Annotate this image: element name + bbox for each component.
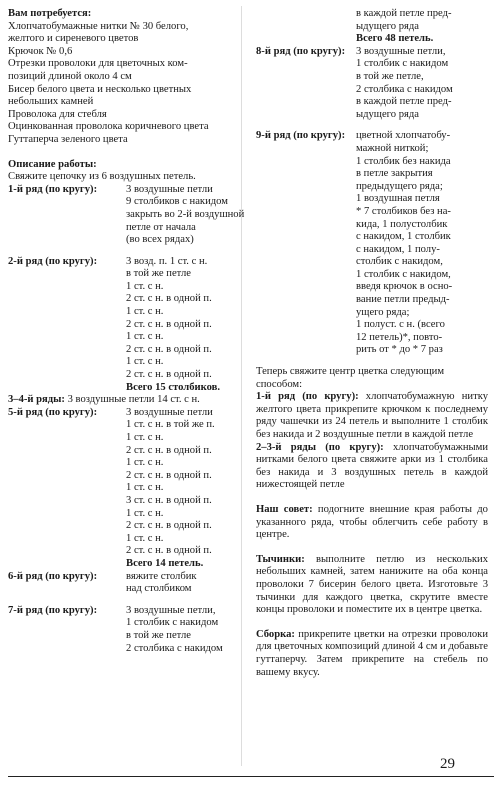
advice-paragraph xyxy=(256,504,488,542)
row-7 xyxy=(8,605,236,655)
continued-row-7 xyxy=(256,8,488,46)
row-line: вяжите столбик xyxy=(126,570,197,582)
center-intro-line: способом: xyxy=(256,378,303,390)
row-label: 6-й ряд (по кругу): xyxy=(8,570,98,582)
page-number: 29 xyxy=(440,756,455,772)
row-line: 1 ст. с н. xyxy=(126,482,164,494)
row-line: 1 воздушная петля xyxy=(356,193,440,205)
row-line: вание петли предыд- xyxy=(356,294,450,306)
row-line: (во всех рядах) xyxy=(126,234,194,246)
materials-line: желтого и сиреневого цветов xyxy=(8,33,139,45)
row-line: 3 воздушные петли xyxy=(126,406,213,418)
row-line: 1 ст. с н. xyxy=(126,306,164,318)
materials-line: Отрезки проволоки для цветочных ком- xyxy=(8,58,188,70)
row-line: ыдущего ряда xyxy=(356,20,419,32)
row-instructions xyxy=(126,605,236,655)
row-text: хлопчатобумажную нитку желтого цвета прикрепите крючком к последнему ряду чашечки из 24 петель и выполните 1 столбик без накида и 2 воздушные петли в каждой петле xyxy=(256,391,488,440)
row-line: * 7 столбиков без на- xyxy=(356,205,451,217)
row-label: 8-й ряд (по кругу): xyxy=(256,45,346,57)
row-instructions xyxy=(126,256,236,395)
row-instructions xyxy=(356,130,488,357)
advice-text: подогните внешние края работы до указанного ряда, чтобы облегчить себе работу в центре. xyxy=(256,503,488,541)
stamens-label: Тычинки: xyxy=(256,553,305,565)
row-line: в каждой петле пред- xyxy=(356,8,452,19)
row-2 xyxy=(8,256,236,395)
row-line: в той же петле xyxy=(126,629,192,641)
row-line: 9 столбиков с накидом xyxy=(126,196,228,208)
row-line: рить от * до * 7 раз xyxy=(356,344,443,356)
row-1 xyxy=(8,183,245,247)
row-line: 2 ст. с н. в одной п. xyxy=(126,318,212,330)
row-line: 2 ст. с н. в одной п. xyxy=(126,369,212,381)
assembly-text: прикрепите цветки на отрезки проволоки для цветочных композиций длиной 4 см и добавьте гуттаперчу. Затем прикрепите на стебель по вашему вкусу. xyxy=(256,628,488,678)
materials-line: Крючок № 0,6 xyxy=(8,45,73,57)
row-label: 1-й ряд (по кругу): xyxy=(256,391,359,403)
row-label: 5-й ряд (по кругу): xyxy=(8,406,98,418)
column-divider xyxy=(241,6,242,766)
row-line: в каждой петле пред- xyxy=(356,96,452,108)
row-line: 1 полуст. с н. (всего xyxy=(356,319,445,331)
description-heading: Описание работы: xyxy=(8,158,97,170)
materials-line: позиций длиной около 4 см xyxy=(8,70,132,82)
total-14: Всего 14 петель. xyxy=(126,557,204,569)
left-column xyxy=(8,8,245,655)
row-line: в той же петле, xyxy=(356,70,424,82)
row-line: 2 столбика с накидом xyxy=(356,83,453,95)
row-line: 1 ст. с н. в той же п. xyxy=(126,419,215,431)
row-line: кида, 1 полустолбик xyxy=(356,218,448,230)
row-instructions xyxy=(126,184,244,247)
materials-list xyxy=(8,21,236,147)
row-line: в петле закрытия xyxy=(356,168,433,180)
row-instructions xyxy=(126,571,236,596)
row-line: 2 ст. с н. в одной п. xyxy=(126,293,212,305)
row-line: 3 воздушные петли, xyxy=(126,604,216,616)
row-label: 9-й ряд (по кругу): xyxy=(256,130,346,142)
materials-line: Проволока для стебля xyxy=(8,108,107,120)
materials-line: Оцинкованная проволока коричневого цвета xyxy=(8,121,209,133)
row-8 xyxy=(256,46,488,122)
total-15: Всего 15 столбиков. xyxy=(126,381,220,393)
row-line: 1 столбик без накида xyxy=(356,155,451,167)
row-9 xyxy=(256,130,488,357)
row-line: введя крючок в осно- xyxy=(356,281,453,293)
row-line: с накидом, 1 столбик xyxy=(356,231,451,243)
row-line: петле от начала xyxy=(126,221,196,233)
materials-line: Хлопчатобумажные нитки № 30 белого, xyxy=(8,20,189,32)
materials-heading: Вам потребуется: xyxy=(8,8,92,19)
row-line: 1 ст. с н. xyxy=(126,532,164,544)
total-48: Всего 48 петель. xyxy=(356,33,434,45)
row-line: мажной ниткой; xyxy=(356,142,429,154)
materials-line: небольших камней xyxy=(8,96,94,108)
row-line: 3 воздушные петли xyxy=(126,183,213,195)
row-5 xyxy=(8,407,236,571)
row-line: закрыть во 2-й воздушной xyxy=(126,208,245,220)
row-line: 1 ст. с н. xyxy=(126,432,164,443)
row-line: цветной хлопчатобу- xyxy=(356,130,451,142)
row-line: предыдущего ряда; xyxy=(356,180,443,192)
row-label: 3–4-й ряды: xyxy=(8,394,65,406)
materials-line: Гуттаперча зеленого цвета xyxy=(8,133,128,145)
row-line: в той же петле xyxy=(126,268,192,280)
row-line: 1 ст. с н. xyxy=(126,331,164,343)
row-text: хлопчатобумажными нитками белого цвета свяжите арки из 1 столбика без накида и 3 воздушных петель в каждой нижестоящей петле xyxy=(256,441,488,491)
row-6 xyxy=(8,571,236,596)
row-line: 2 ст. с н. в одной п. xyxy=(126,444,212,456)
row-label: 2–3-й ряды (по кругу): xyxy=(256,441,384,453)
row-text: 3 воздушные петли 14 ст. с н. xyxy=(64,394,200,406)
materials-line: Бисер белого цвета и несколько цветных xyxy=(8,83,192,95)
row-line: 1 столбик с накидом, xyxy=(356,268,451,280)
row-line: 3 воздушные петли, xyxy=(356,45,446,57)
right-column xyxy=(256,8,488,679)
stamens-paragraph xyxy=(256,554,488,617)
assembly-label: Сборка: xyxy=(256,628,295,640)
row-line: ыдущего ряда xyxy=(356,108,419,120)
rows-3-4 xyxy=(8,394,236,407)
row-line: 12 петель)*, повто- xyxy=(356,331,443,343)
row-line: 2 ст. с н. в одной п. xyxy=(126,545,212,557)
row-line: 2 ст. с н. в одной п. xyxy=(126,343,212,355)
row-instructions xyxy=(356,46,488,122)
description-intro: Свяжите цепочку из 6 воздушных петель. xyxy=(8,171,196,183)
center-rows-2-3 xyxy=(256,442,488,492)
row-line: 1 ст. с н. xyxy=(126,457,164,469)
stamens-text: выполните петлю из нескольких небольших камней, затем нанижите на оба конца проволоки 7 бисерин белого цвета. Изготовьте 3 тычинки для каждого цветка, скрутите вместе концы проволоки и поместите их в центре цветка. xyxy=(256,553,488,616)
assembly-paragraph xyxy=(256,629,488,679)
center-row-1 xyxy=(256,391,488,441)
row-label: 2-й ряд (по кругу): xyxy=(8,255,98,267)
row-line: 1 столбик с накидом xyxy=(356,58,449,70)
row-line: столбик с накидом, xyxy=(356,256,443,268)
row-line: 2 ст. с н. в одной п. xyxy=(126,469,212,481)
row-line: 1 столбик с накидом xyxy=(126,617,219,629)
row-label: 1-й ряд (по кругу): xyxy=(8,183,98,195)
row-line: 1 ст. с н. xyxy=(126,507,164,519)
advice-label: Наш совет: xyxy=(256,503,313,515)
center-intro-line: Теперь свяжите центр цветка следующим xyxy=(256,366,445,378)
row-line: 2 ст. с н. в одной п. xyxy=(126,520,212,532)
row-line: 2 столбика с накидом xyxy=(126,642,223,654)
row-line: над столбиком xyxy=(126,583,192,595)
footer-rule xyxy=(8,776,494,777)
row-line: ущего ряда; xyxy=(356,306,410,318)
row-line: 3 ст. с н. в одной п. xyxy=(126,494,212,506)
row-line: с накидом, 1 полу- xyxy=(356,243,440,255)
row-instructions xyxy=(126,407,236,571)
row-line: 3 возд. п. 1 ст. с н. xyxy=(126,255,208,267)
row-line: 1 ст. с н. xyxy=(126,356,164,368)
row-label: 7-й ряд (по кругу): xyxy=(8,604,98,616)
row-line: 1 ст. с н. xyxy=(126,280,164,292)
